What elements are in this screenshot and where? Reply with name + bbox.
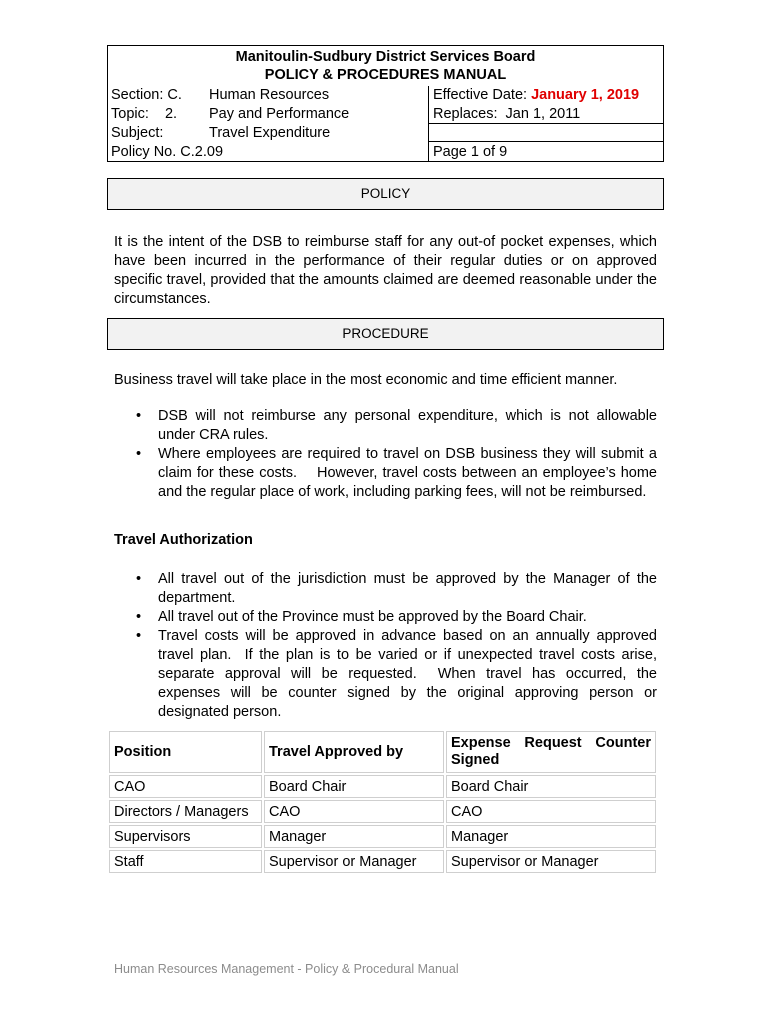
policy-heading-bar: POLICY xyxy=(107,178,664,210)
table-row xyxy=(109,825,656,848)
subject-value: Travel Expenditure xyxy=(209,125,331,141)
effective-date: January 1, 2019 xyxy=(531,87,640,103)
manual-title: POLICY & PROCEDURES MANUAL xyxy=(264,67,507,83)
policy-header-box xyxy=(107,45,664,162)
org-name: Manitoulin-Sudbury District Services Board xyxy=(235,49,536,65)
bullet-icon: • xyxy=(136,571,142,587)
list-item: • All travel out of the jurisdiction must be approved by the Manager of the department. xyxy=(136,571,657,606)
travel-authorization-list xyxy=(114,570,662,722)
topic-value: Pay and Performance xyxy=(209,106,350,122)
section-line xyxy=(111,87,329,103)
table-cell: CAO xyxy=(109,775,262,798)
table-header-cell: Travel Approved by xyxy=(264,731,444,773)
table-row xyxy=(109,775,656,798)
table-cell: Board Chair xyxy=(446,775,656,798)
table-cell: Board Chair xyxy=(264,775,444,798)
table-cell: Directors / Managers xyxy=(109,800,262,823)
procedure-bullet-list xyxy=(114,407,662,502)
page-number: Page 1 of 9 xyxy=(433,144,508,160)
policy-number: Policy No. C.2.09 xyxy=(111,144,224,160)
procedure-intro: Business travel will take place in the most economic and time efficient manner. xyxy=(114,372,618,388)
table-cell: Supervisors xyxy=(109,825,262,848)
effective-date-line xyxy=(433,87,639,103)
policy-text: It is the intent of the DSB to reimburse staff for any out-of pocket expenses, which have been incurred in the performance of their regular duties or on approved specific travel, provided that the amounts claimed are deemed reasonable under the circumstances. xyxy=(114,234,657,307)
list-item: • Travel costs will be approved in advance based on an annually approved travel plan. If the plan is to be varied or if unexpected travel costs arise, separate approval will be requested. When travel has occurred, the expenses will be counter signed by the original approving person or designated person. xyxy=(136,628,662,720)
topic-line xyxy=(111,106,349,122)
header-divider xyxy=(428,141,664,142)
table-header-cell: Position xyxy=(109,731,262,773)
table-row xyxy=(109,850,656,873)
effective-label: Effective Date: xyxy=(433,87,528,103)
topic-label: Topic: 2. xyxy=(111,106,178,122)
subject-label: Subject: xyxy=(111,125,164,141)
table-cell: Supervisor or Manager xyxy=(446,850,656,873)
approval-table xyxy=(107,729,658,875)
header-divider xyxy=(428,123,664,124)
table-cell: Manager xyxy=(446,825,656,848)
list-item: • All travel out of the Province must be approved by the Board Chair. xyxy=(136,609,587,625)
table-cell: CAO xyxy=(446,800,656,823)
procedure-heading-bar: PROCEDURE xyxy=(107,318,664,350)
table-cell: Manager xyxy=(264,825,444,848)
bullet-icon: • xyxy=(136,408,142,424)
table-header-cell: Expense Request Counter Signed xyxy=(446,731,656,773)
bullet-icon: • xyxy=(136,628,142,644)
table-header-row xyxy=(109,731,656,773)
table-cell: Staff xyxy=(109,850,262,873)
table-row xyxy=(109,800,656,823)
header-divider xyxy=(428,86,429,162)
list-item: • DSB will not reimburse any personal expenditure, which is not allowable under CRA rules. xyxy=(136,408,657,443)
table-cell: Supervisor or Manager xyxy=(264,850,444,873)
bullet-icon: • xyxy=(136,609,142,625)
table-cell: CAO xyxy=(264,800,444,823)
section-label: Section: C. xyxy=(111,87,182,103)
subject-line xyxy=(111,125,330,141)
replaces-line: Replaces: Jan 1, 2011 xyxy=(433,106,581,122)
list-item: • Where employees are required to travel on DSB business they will submit a claim for these costs. However, travel costs between an employee’s home and the regular place of work, including parking fees, will not be reimbursed. xyxy=(136,446,662,500)
travel-authorization-heading: Travel Authorization xyxy=(114,532,253,548)
page-footer: Human Resources Management - Policy & Procedural Manual xyxy=(114,962,459,976)
section-value: Human Resources xyxy=(209,87,330,103)
bullet-icon: • xyxy=(136,446,142,462)
